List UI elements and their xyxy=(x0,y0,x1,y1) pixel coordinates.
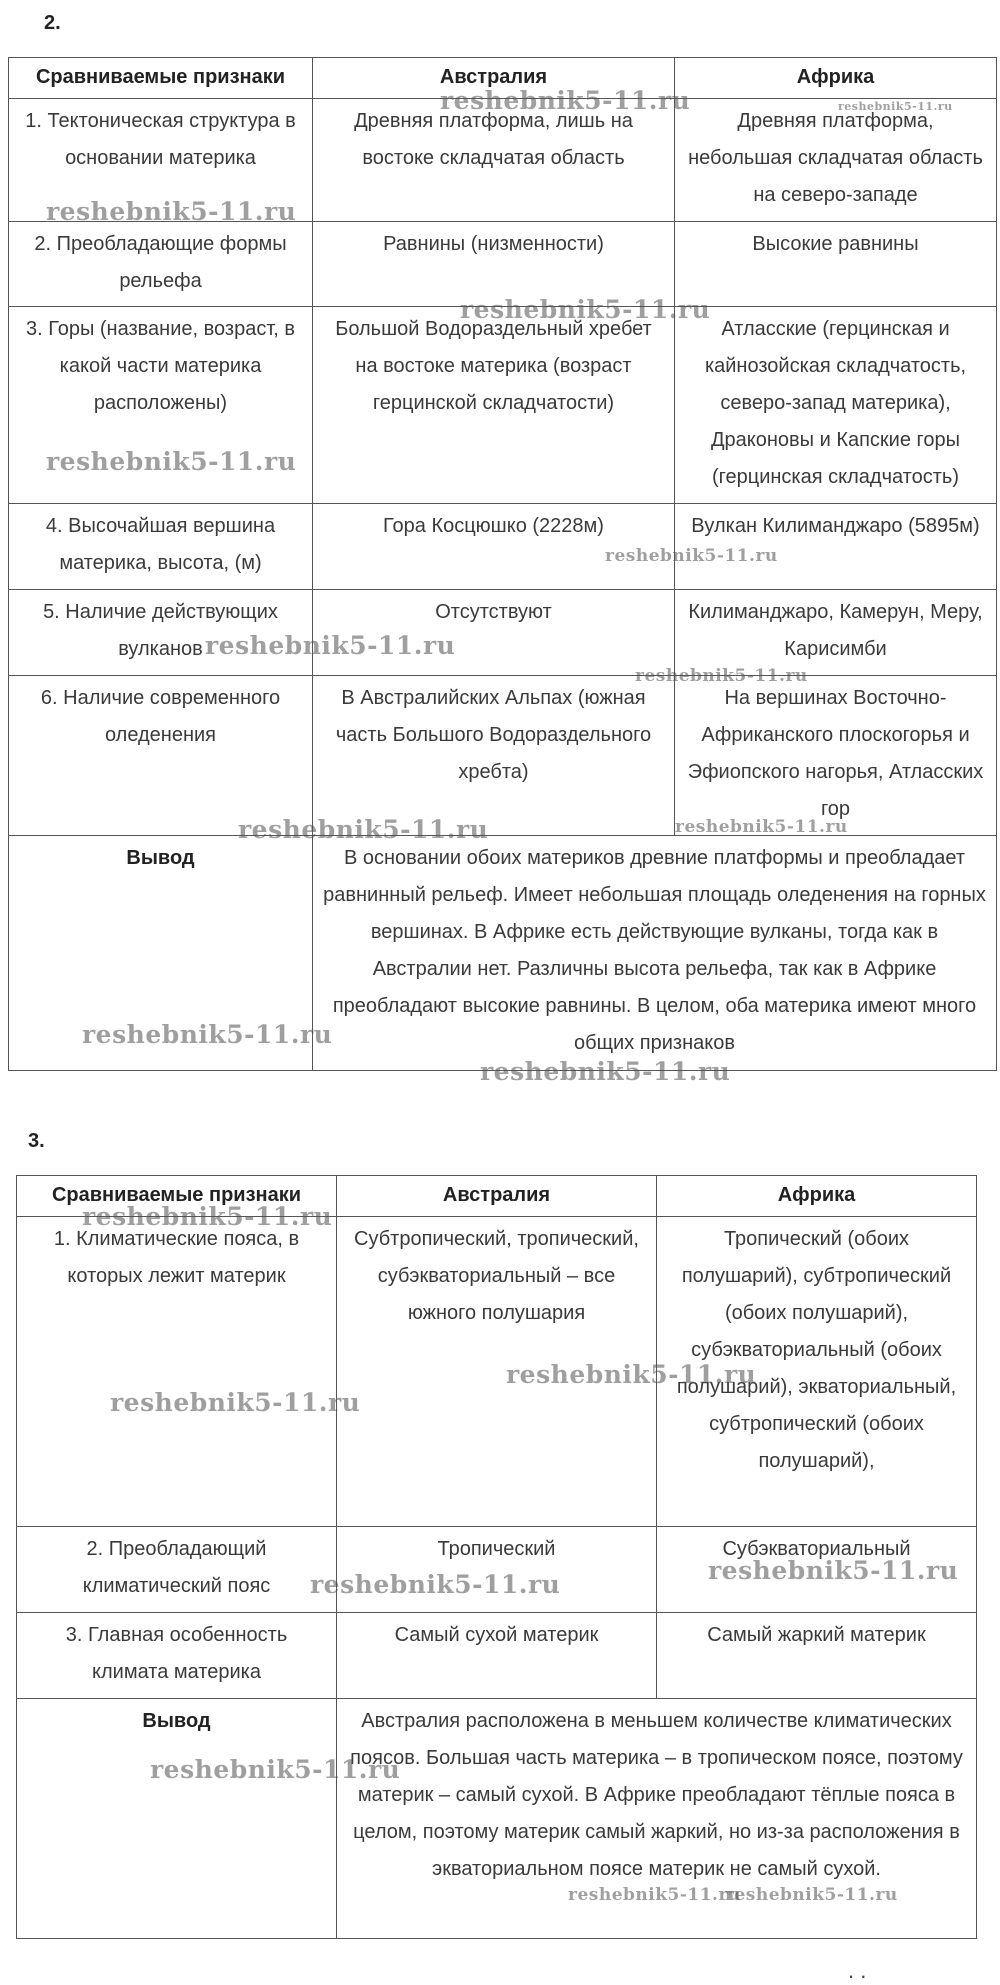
table-row xyxy=(17,1613,977,1699)
watermark: reshebnik5-11.ru xyxy=(46,197,297,226)
row-australia: Большой Водораздельный хребет на востоке материка (возраст герцинской складчатости) xyxy=(313,307,675,504)
conclusion-text: В основании обоих материков древние платформы и преобладает равнинный рельеф. Имеет небольшая площадь оледенения на горных вершинах. В Африке есть действующие вулканы, тогда как в Австралии нет. Различны высота рельефа, так как в Африке преобладают высокие равнины. В целом, оба материка имеют много общих признаков xyxy=(313,836,997,1071)
table-row xyxy=(17,1527,977,1613)
row-africa: На вершинах Восточно-Африканского плоскогорья и Эфиопского нагорья, Атласских гор xyxy=(675,676,997,836)
row-australia: Равнины (низменности) xyxy=(313,222,675,307)
watermark: reshebnik5-11.ru xyxy=(708,1556,959,1585)
header-australia: Австралия xyxy=(337,1176,657,1217)
row-criterion: 6. Наличие современного оледенения xyxy=(9,676,313,836)
row-australia: Субтропический, тропический, субэкваториальный – все южного полушария xyxy=(337,1217,657,1527)
row-criterion: 2. Преобладающие формы рельефа xyxy=(9,222,313,307)
header-criteria: Сравниваемые признаки xyxy=(17,1176,337,1217)
row-australia: Самый сухой материк xyxy=(337,1613,657,1699)
row-criterion: 1. Тектоническая структура в основании материка xyxy=(9,99,313,222)
watermark: reshebnik5-11.ru xyxy=(605,546,778,566)
conclusion-text: Австралия расположена в меньшем количестве климатических поясов. Большая часть материка – в тропическом поясе, поэтому материк – самый сухой. В Африке преобладают тёплые пояса в целом, поэтому материк самый жаркий, но из-за расположения в экваториальном поясе материк не самый сухой. xyxy=(337,1699,977,1939)
row-australia: Отсутствуют xyxy=(313,590,675,676)
row-criterion: 3. Горы (название, возраст, в какой части материка расположены) xyxy=(9,307,313,504)
header-criteria: Сравниваемые признаки xyxy=(9,58,313,99)
table-row xyxy=(9,222,997,307)
watermark: reshebnik5-11.ru xyxy=(506,1360,757,1389)
row-africa: Килиманджаро, Камерун, Меру, Карисимби xyxy=(675,590,997,676)
watermark: reshebnik5-11.ru xyxy=(82,1202,333,1231)
watermark: reshebnik5-11.ru xyxy=(725,1885,898,1905)
row-australia: В Австралийских Альпах (южная часть Большого Водораздельного хребта) xyxy=(313,676,675,836)
watermark: reshebnik5-11.ru xyxy=(440,86,691,115)
row-africa: Самый жаркий материк xyxy=(657,1613,977,1699)
row-criterion: 3. Главная особенность климата материка xyxy=(17,1613,337,1699)
task-2-table xyxy=(8,57,997,1071)
conclusion-row xyxy=(17,1699,977,1939)
row-australia: Гора Косцюшко (2228м) xyxy=(313,504,675,590)
header-africa: Африка xyxy=(675,58,997,99)
row-australia: Тропический xyxy=(337,1527,657,1613)
watermark: reshebnik5-11.ru xyxy=(46,447,297,476)
table-row xyxy=(9,307,997,504)
row-africa: Тропический (обоих полушарий), субтропический (обоих полушарий), субэкваториальный (обоих полушарий), экваториальный, субтропический (обоих полушарий), xyxy=(657,1217,977,1527)
table-row xyxy=(9,99,997,222)
watermark: reshebnik5-11.ru xyxy=(82,1020,333,1049)
row-africa: Древняя платформа, небольшая складчатая область на северо-западе xyxy=(675,99,997,222)
header-australia: Австралия xyxy=(313,58,675,99)
row-africa: Субэкваториальный xyxy=(657,1527,977,1613)
row-africa: Высокие равнины xyxy=(675,222,997,307)
table-row xyxy=(9,504,997,590)
table-row xyxy=(17,1217,977,1527)
row-criterion: 5. Наличие действующих вулканов xyxy=(9,590,313,676)
header-africa: Африка xyxy=(657,1176,977,1217)
watermark: reshebnik5-11.ru xyxy=(460,295,711,324)
row-australia: Древняя платформа, лишь на востоке складчатая область xyxy=(313,99,675,222)
row-africa: Вулкан Килиманджаро (5895м) xyxy=(675,504,997,590)
row-africa: Атласские (герцинская и кайнозойская складчатость, северо-запад материка), Драконовы и Капские горы (герцинская складчатость) xyxy=(675,307,997,504)
watermark: reshebnik5-11.ru xyxy=(635,666,808,686)
page-mark: . . xyxy=(848,1958,867,1983)
row-criterion: 4. Высочайшая вершина материка, высота, (м) xyxy=(9,504,313,590)
row-criterion: 1. Климатические пояса, в которых лежит материк xyxy=(17,1217,337,1527)
task-3-number: 3. xyxy=(28,1130,45,1152)
watermark: reshebnik5-11.ru xyxy=(238,815,489,844)
table-row xyxy=(9,590,997,676)
conclusion-label: Вывод xyxy=(17,1699,337,1939)
table-header-row xyxy=(9,58,997,99)
table-header-row xyxy=(17,1176,977,1217)
task-3-table xyxy=(16,1175,977,1939)
conclusion-row xyxy=(9,836,997,1071)
conclusion-label: Вывод xyxy=(9,836,313,1071)
row-criterion: 2. Преобладающий климатический пояс xyxy=(17,1527,337,1613)
task-2-number: 2. xyxy=(44,12,61,34)
watermark: reshebnik5-11.ru xyxy=(150,1755,401,1784)
watermark: reshebnik5-11.ru xyxy=(675,817,848,837)
watermark: reshebnik5-11.ru xyxy=(568,1885,741,1905)
watermark: reshebnik5-11.ru xyxy=(480,1057,731,1086)
table-row xyxy=(9,676,997,836)
watermark: reshebnik5-11.ru xyxy=(838,100,953,113)
watermark: reshebnik5-11.ru xyxy=(310,1570,561,1599)
watermark: reshebnik5-11.ru xyxy=(110,1388,361,1417)
watermark: reshebnik5-11.ru xyxy=(205,631,456,660)
